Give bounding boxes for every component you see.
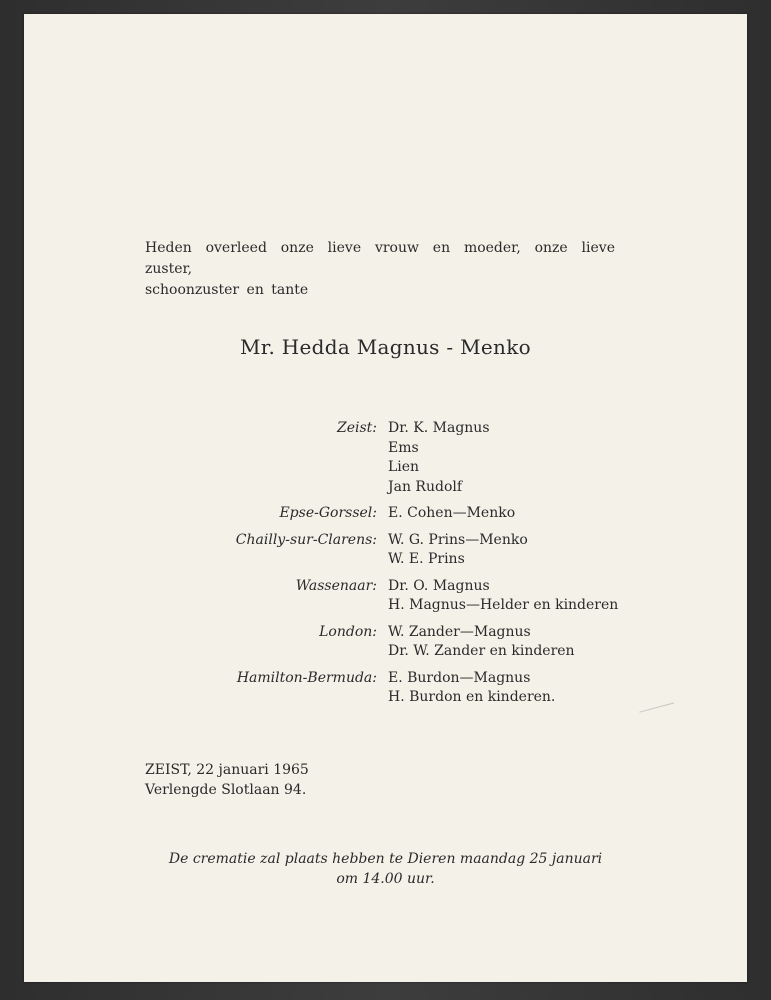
- family-member: Dr. K. Magnus: [388, 420, 490, 436]
- family-member: E. Burdon—Magnus: [388, 669, 531, 686]
- family-member: H. Magnus—Helder en kinderen: [388, 597, 619, 613]
- deceased-name: Mr. Hedda Magnus - Menko: [240, 335, 531, 359]
- family-member: Ems: [388, 439, 419, 456]
- family-member: Dr. O. Magnus: [388, 577, 490, 594]
- announcement-card: [24, 14, 747, 982]
- cremation-line-2: om 14.00 uur.: [336, 871, 435, 887]
- intro-line-2: schoonzuster en tante: [145, 282, 309, 298]
- family-group-chailly: [164, 531, 644, 570]
- family-names: [388, 531, 644, 570]
- family-place: Hamilton-Bermuda:: [236, 669, 377, 686]
- family-member: Lien: [388, 459, 420, 475]
- family-member: E. Cohen—Menko: [388, 505, 516, 521]
- family-group-hamilton-bermuda: [164, 669, 644, 708]
- family-names: [388, 577, 644, 616]
- family-member: W. Zander—Magnus: [388, 623, 531, 640]
- family-group-epse-gorssel: [164, 504, 644, 524]
- pencil-mark: [639, 702, 675, 714]
- family-member: H. Burdon en kinderen.: [388, 689, 556, 705]
- place-and-date: [145, 760, 309, 800]
- cremation-line-1: De crematie zal plaats hebben te Dieren maandag 25 januari: [168, 851, 603, 867]
- family-group-london: [164, 623, 644, 662]
- family-group-wassenaar: [164, 577, 644, 616]
- intro-text: [145, 238, 615, 301]
- family-place: Zeist:: [336, 420, 377, 436]
- family-list: [164, 419, 644, 715]
- family-names: [388, 504, 644, 524]
- intro-line-1: Heden overleed onze lieve vrouw en moeder, onze lieve zuster,: [145, 240, 615, 277]
- family-member: Jan Rudolf: [388, 478, 463, 495]
- family-place: London:: [319, 623, 377, 640]
- family-member: Dr. W. Zander en kinderen: [388, 643, 575, 659]
- family-place: Chailly-sur-Clarens:: [235, 531, 377, 548]
- family-names: [388, 419, 644, 497]
- family-member: W. E. Prins: [388, 551, 465, 567]
- cremation-notice: [24, 849, 747, 889]
- family-place: Wassenaar:: [295, 577, 377, 594]
- family-names: [388, 623, 644, 662]
- family-group-zeist: [164, 419, 644, 497]
- family-member: W. G. Prins—Menko: [388, 531, 528, 548]
- family-place: Epse-Gorssel:: [279, 505, 377, 521]
- place-date-line: ZEIST, 22 januari 1965: [145, 762, 309, 778]
- address-line: Verlengde Slotlaan 94.: [145, 782, 307, 798]
- family-names: [388, 669, 644, 708]
